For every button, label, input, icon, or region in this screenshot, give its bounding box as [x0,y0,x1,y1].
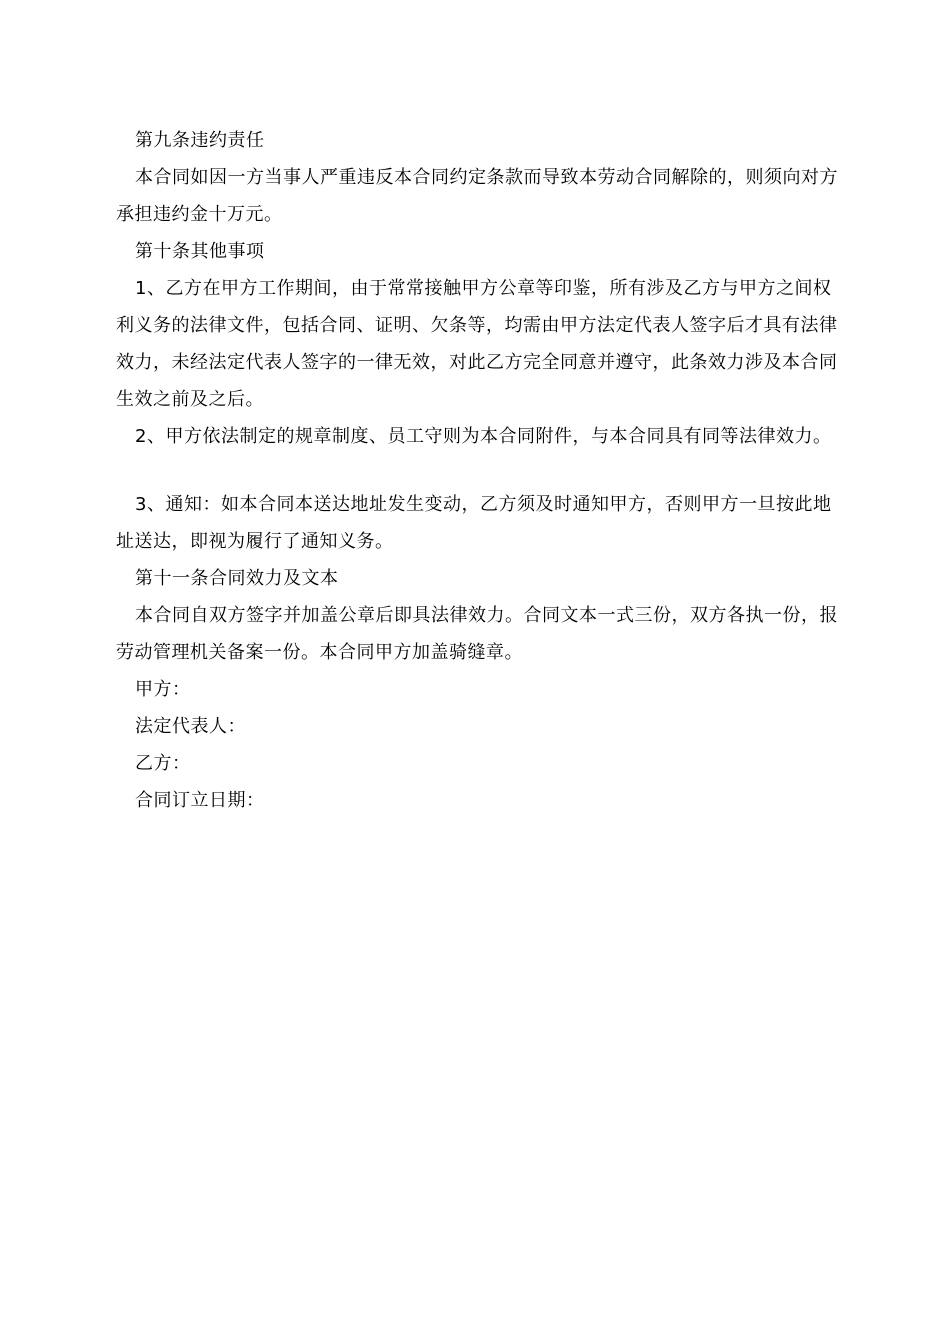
document-body [116,122,846,819]
party-b-label: 乙方： [135,753,191,774]
article-11-body: 本合同自双方签字并加盖公章后即具法律效力。合同文本一式三份，双方各执一份，报劳动管理机关备案一份。本合同甲方加盖骑缝章。 [116,605,838,663]
article-10-item-2: 2、甲方依法制定的规章制度、员工守则为本合同附件，与本合同具有同等法律效力。 [135,426,832,447]
legal-representative-label: 法定代表人： [135,716,246,737]
paragraph-gap [116,455,846,486]
article-10-item-1: 1、乙方在甲方工作期间，由于常常接触甲方公章等印鉴，所有涉及乙方与甲方之间权利义务的法律文件，包括合同、证明、欠条等，均需由甲方法定代表人签字后才具有法律效力，未经法定代表人签字的一律无效，对此乙方完全同意并遵守，此条效力涉及本合同生效之前及之后。 [116,278,838,410]
article-9-body: 本合同如因一方当事人严重违反本合同约定条款而导致本劳动合同解除的，则须向对方承担违约金十万元。 [116,167,838,225]
contract-date-label: 合同订立日期： [135,790,265,811]
article-10-item-3: 3、通知：如本合同本送达地址发生变动，乙方须及时通知甲方，否则甲方一旦按此地址送达，即视为履行了通知义务。 [116,494,832,552]
article-9-title: 第九条违约责任 [135,130,265,151]
party-a-label: 甲方： [135,679,191,700]
article-10-title: 第十条其他事项 [135,241,265,262]
article-11-title: 第十一条合同效力及文本 [135,568,339,589]
